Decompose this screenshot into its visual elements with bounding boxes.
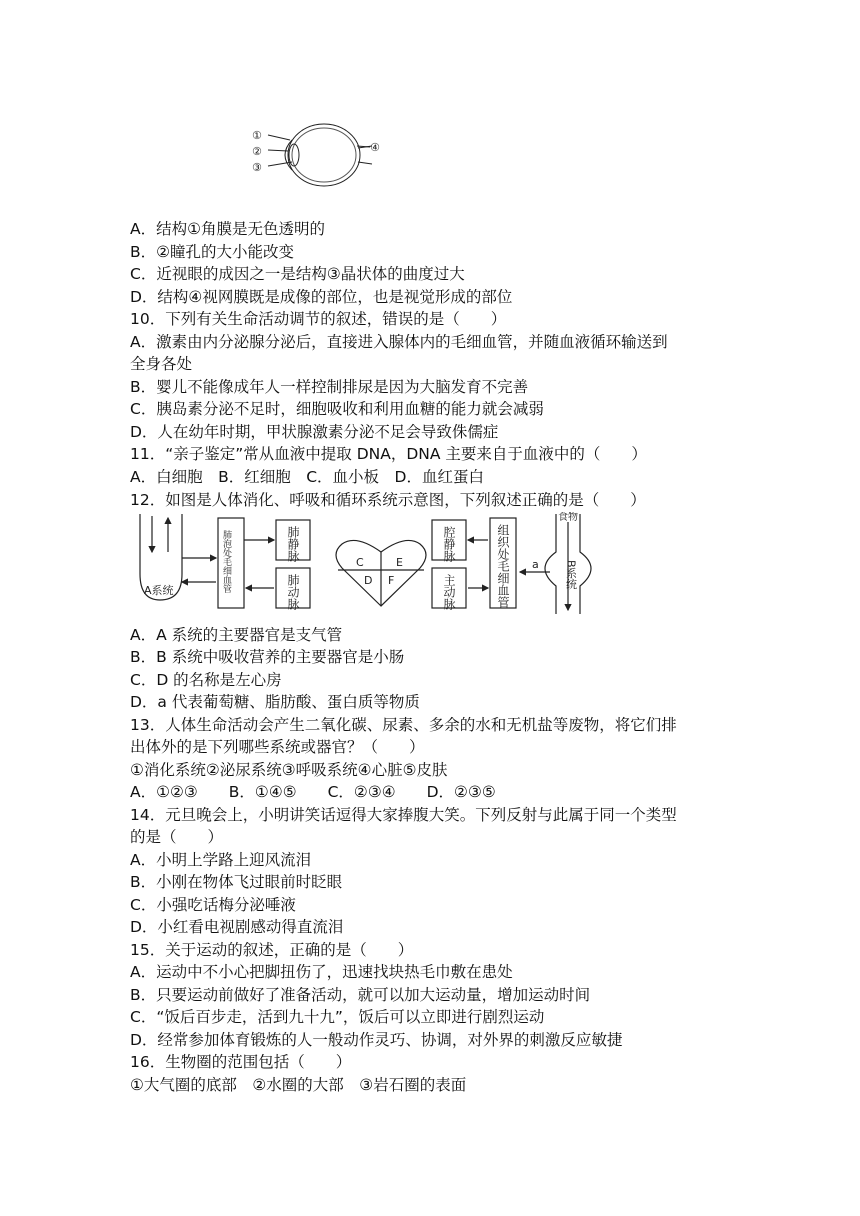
heart-label-c: C [356,556,364,569]
q12-option-d: D．a 代表葡萄糖、脂肪酸、蛋白质等物质 [130,693,420,711]
eye-label-1: ① [252,129,262,142]
q10-option-a-line1: A．激素由内分泌腺分泌后，直接进入腺体内的毛细血管，并随血液循环输送到 [130,333,668,351]
q12-stem: 12．如图是人体消化、呼吸和循环系统示意图，下列叙述正确的是（ ） [130,491,646,509]
pulmonary-artery-label: 肺动脉 [286,574,300,610]
q10-stem: 10．下列有关生命活动调节的叙述，错误的是（ ） [130,310,507,328]
circulation-diagram [130,512,730,616]
q9-option-a: A．结构①角膜是无色透明的 [130,220,325,238]
eye-diagram [248,118,388,192]
q15-option-b: B．只要运动前做好了准备活动，就可以加大运动量，增加运动时间 [130,986,591,1004]
q9-option-b: B．②瞳孔的大小能改变 [130,243,295,261]
q14-option-d: D．小红看电视剧感动得直流泪 [130,918,344,936]
q10-option-b: B．婴儿不能像成年人一样控制排尿是因为大脑发育不完善 [130,378,529,396]
q12-option-b: B．B 系统中吸收营养的主要器官是小肠 [130,648,405,666]
q15-stem: 15．关于运动的叙述，正确的是（ ） [130,941,414,959]
a-system-label: A系统 [144,584,174,597]
aorta-label: 主动脉 [442,574,456,610]
lung-capillary-label: 肺泡处毛细血管 [221,530,231,593]
q14-option-c: C．小强吃话梅分泌唾液 [130,896,296,914]
q14-stem-line2: 的是（ ） [130,828,224,846]
q9-option-d: D．结构④视网膜既是成像的部位，也是视觉形成的部位 [130,288,513,306]
tissue-capillary-label: 组织处毛细血管 [496,524,510,608]
q14-option-b: B．小刚在物体飞过眼前时眨眼 [130,873,343,891]
eye-label-3: ③ [252,161,262,174]
q15-option-d: D．经常参加体育锻炼的人一般动作灵巧、协调，对外界的刺激反应敏捷 [130,1031,623,1049]
heart-label-f: F [388,574,395,587]
q13-items: ①消化系统②泌尿系统③呼吸系统④心脏⑤皮肤 [130,761,448,779]
q12-option-a: A．A 系统的主要器官是支气管 [130,626,343,644]
eye-label-2: ② [252,145,262,158]
q9-option-c: C．近视眼的成因之一是结构③晶状体的曲度过大 [130,265,465,283]
q16-stem: 16．生物圈的范围包括（ ） [130,1053,352,1071]
q12-option-c: C．D 的名称是左心房 [130,671,282,689]
q11-stem: 11．“亲子鉴定”常从血液中提取 DNA，DNA 主要来自于血液中的（ ） [130,445,647,463]
b-system-label: B系统 [564,560,578,590]
q14-stem-line1: 14．元旦晚会上，小明讲笑话逗得大家捧腹大笑。下列反射与此属于同一个类型 [130,806,677,824]
q15-option-a: A．运动中不小心把脚扭伤了，迅速找块热毛巾敷在患处 [130,963,513,981]
q10-option-d: D．人在幼年时期，甲状腺激素分泌不足会导致侏儒症 [130,423,499,441]
eye-label-4: ④ [370,141,380,154]
food-label: 食物 [558,512,578,523]
a-substance-label: a [532,558,539,571]
vena-cava-label: 腔静脉 [442,526,456,562]
q16-items: ①大气圈的底部 ②水圈的大部 ③岩石圈的表面 [130,1076,467,1094]
heart-label-e: E [396,556,403,569]
q13-stem-line2: 出体外的是下列哪些系统或器官？（ ） [130,738,425,756]
q10-option-a-line2: 全身各处 [130,355,193,373]
q10-option-c: C．胰岛素分泌不足时，细胞吸收和利用血糖的能力就会减弱 [130,400,544,418]
q14-option-a: A．小明上学路上迎风流泪 [130,851,312,869]
q11-options: A．白细胞 B．红细胞 C．血小板 D．血红蛋白 [130,468,484,486]
q15-option-c: C．“饭后百步走，活到九十九”，饭后可以立即进行剧烈运动 [130,1008,545,1026]
heart-label-d: D [364,574,373,587]
pulmonary-vein-label: 肺静脉 [286,526,300,562]
q13-options: A．①②③ B．①④⑤ C．②③④ D．②③⑤ [130,783,496,801]
q13-stem-line1: 13．人体生命活动会产生二氧化碳、尿素、多余的水和无机盐等废物，将它们排 [130,716,677,734]
